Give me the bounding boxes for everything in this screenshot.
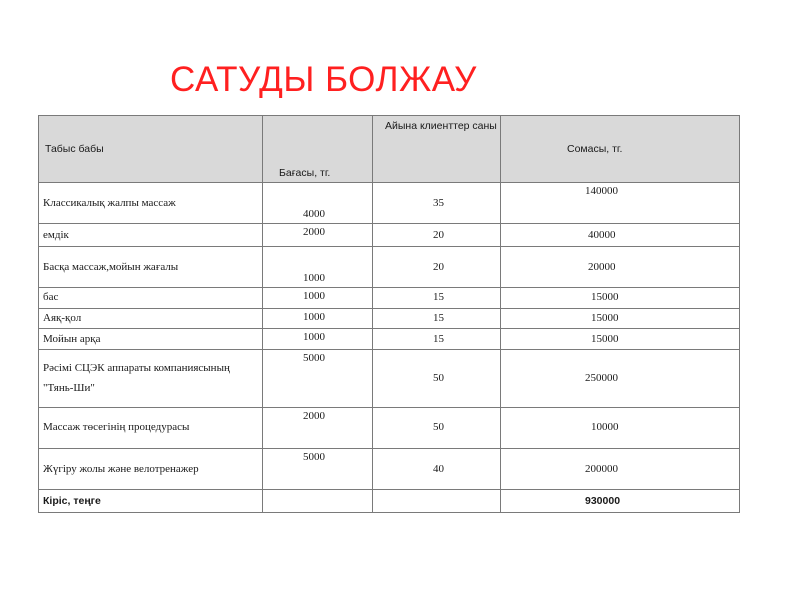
row-clients: 50 bbox=[373, 349, 501, 407]
header-source: Табыс бабы bbox=[39, 116, 263, 183]
table-header-row bbox=[39, 116, 740, 183]
row-source: Аяқ-қол bbox=[39, 308, 263, 329]
row-sum: 40000 bbox=[501, 224, 740, 247]
header-sum: Сомасы, тг. bbox=[501, 116, 740, 183]
row-sum: 15000 bbox=[501, 308, 740, 329]
row-clients: 15 bbox=[373, 329, 501, 350]
row-clients: 20 bbox=[373, 224, 501, 247]
row-source: бас bbox=[39, 288, 263, 309]
table-row bbox=[39, 288, 740, 309]
total-price-empty bbox=[263, 490, 373, 513]
row-price: 1000 bbox=[263, 308, 373, 329]
row-source: Массаж төсегінің процедурасы bbox=[39, 407, 263, 448]
row-price: 1000 bbox=[263, 246, 373, 287]
table-row bbox=[39, 407, 740, 448]
row-price: 1000 bbox=[263, 288, 373, 309]
row-price: 5000 bbox=[263, 349, 373, 407]
header-clients: Айына клиенттер саны bbox=[373, 116, 501, 183]
table-row bbox=[39, 329, 740, 350]
row-clients: 50 bbox=[373, 407, 501, 448]
table-row bbox=[39, 224, 740, 247]
total-label: Кіріс, теңге bbox=[39, 490, 263, 513]
row-sum: 250000 bbox=[501, 349, 740, 407]
row-price: 1000 bbox=[263, 329, 373, 350]
row-sum: 15000 bbox=[501, 288, 740, 309]
row-sum: 10000 bbox=[501, 407, 740, 448]
row-price: 4000 bbox=[263, 183, 373, 224]
table-row bbox=[39, 308, 740, 329]
row-sum: 20000 bbox=[501, 246, 740, 287]
sales-forecast-table bbox=[38, 115, 740, 513]
row-source: емдік bbox=[39, 224, 263, 247]
row-clients: 15 bbox=[373, 308, 501, 329]
row-clients: 40 bbox=[373, 448, 501, 489]
table-row bbox=[39, 246, 740, 287]
header-price: Бағасы, тг. bbox=[263, 116, 373, 183]
page-title: САТУДЫ БОЛЖАУ bbox=[170, 60, 477, 99]
row-sum: 140000 bbox=[501, 183, 740, 224]
total-clients-empty bbox=[373, 490, 501, 513]
row-source: Мойын арқа bbox=[39, 329, 263, 350]
row-clients: 20 bbox=[373, 246, 501, 287]
row-sum: 15000 bbox=[501, 329, 740, 350]
row-price: 2000 bbox=[263, 407, 373, 448]
row-source: Басқа массаж,мойын жағалы bbox=[39, 246, 263, 287]
row-clients: 15 bbox=[373, 288, 501, 309]
table-row bbox=[39, 448, 740, 489]
row-sum: 200000 bbox=[501, 448, 740, 489]
row-price: 5000 bbox=[263, 448, 373, 489]
row-clients: 35 bbox=[373, 183, 501, 224]
row-price: 2000 bbox=[263, 224, 373, 247]
row-source: Классикалық жалпы массаж bbox=[39, 183, 263, 224]
row-source: Жүгіру жолы және велотренажер bbox=[39, 448, 263, 489]
table-row bbox=[39, 349, 740, 407]
row-source: Рәсімі СЦЭК аппараты компаниясының "Тянь-Ши" bbox=[39, 349, 263, 407]
total-sum: 930000 bbox=[501, 490, 740, 513]
table-row bbox=[39, 183, 740, 224]
table-total-row bbox=[39, 490, 740, 513]
